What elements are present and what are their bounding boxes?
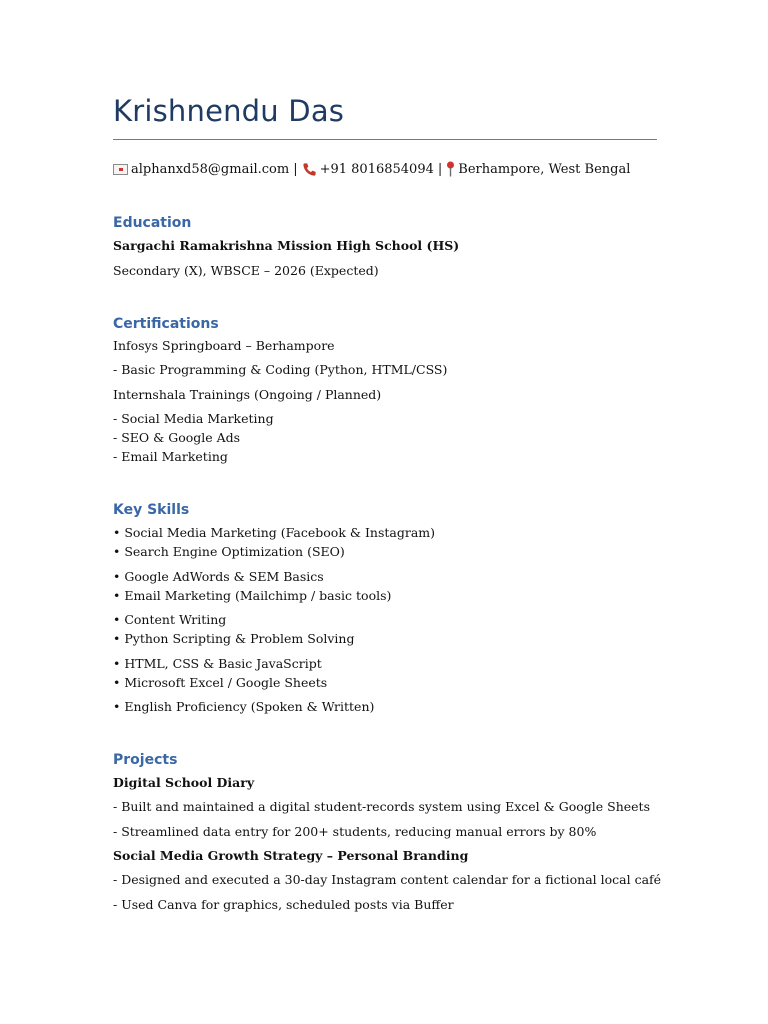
- contact-location: Berhampore, West Bengal: [458, 161, 631, 177]
- name-divider: [113, 139, 657, 140]
- certification-line: Infosys Springboard – Berhampore: [113, 338, 335, 353]
- skill-item: • Content Writing: [113, 612, 227, 627]
- contact-phone: +91 8016854094: [319, 161, 434, 177]
- education-detail: Secondary (X), WBSCE – 2026 (Expected): [113, 263, 379, 278]
- location-pin-icon: [446, 161, 455, 177]
- contact-separator: |: [293, 161, 298, 177]
- certification-line: - Social Media Marketing: [113, 411, 274, 426]
- certification-line: Internshala Trainings (Ongoing / Planned): [113, 387, 382, 402]
- projects-heading: Projects: [113, 752, 178, 768]
- skill-item: • English Proficiency (Spoken & Written): [113, 699, 375, 714]
- skill-item: • Microsoft Excel / Google Sheets: [113, 675, 328, 690]
- contact-separator: |: [437, 161, 443, 177]
- certification-line: - Basic Programming & Coding (Python, HTML/CSS): [113, 362, 448, 377]
- education-school: Sargachi Ramakrishna Mission High School (HS): [113, 238, 460, 253]
- skill-item: • HTML, CSS & Basic JavaScript: [113, 656, 322, 671]
- phone-icon: [302, 162, 317, 177]
- education-heading: Education: [113, 215, 192, 231]
- certifications-heading: Certifications: [113, 316, 219, 332]
- project-point: - Streamlined data entry for 200+ students, reducing manual errors by 80%: [113, 824, 597, 839]
- certification-line: - Email Marketing: [113, 449, 228, 464]
- project-point: - Built and maintained a digital student-records system using Excel & Google Sheets: [113, 799, 650, 814]
- project-point: - Used Canva for graphics, scheduled posts via Buffer: [113, 897, 454, 912]
- project-title: Digital School Diary: [113, 775, 255, 790]
- skills-heading: Key Skills: [113, 502, 190, 518]
- email-icon: [113, 164, 128, 175]
- skill-item: • Python Scripting & Problem Solving: [113, 631, 355, 646]
- skill-item: • Search Engine Optimization (SEO): [113, 544, 345, 559]
- project-point: - Designed and executed a 30-day Instagram content calendar for a fictional local café: [113, 872, 662, 887]
- contact-line: [113, 161, 630, 177]
- contact-email: alphanxd58@gmail.com: [131, 161, 290, 177]
- skill-item: • Google AdWords & SEM Basics: [113, 569, 324, 584]
- skill-item: • Email Marketing (Mailchimp / basic tools): [113, 588, 392, 603]
- certification-line: - SEO & Google Ads: [113, 430, 241, 445]
- candidate-name: Krishnendu Das: [113, 94, 345, 128]
- project-title: Social Media Growth Strategy – Personal Branding: [113, 848, 469, 863]
- skill-item: • Social Media Marketing (Facebook & Instagram): [113, 525, 436, 540]
